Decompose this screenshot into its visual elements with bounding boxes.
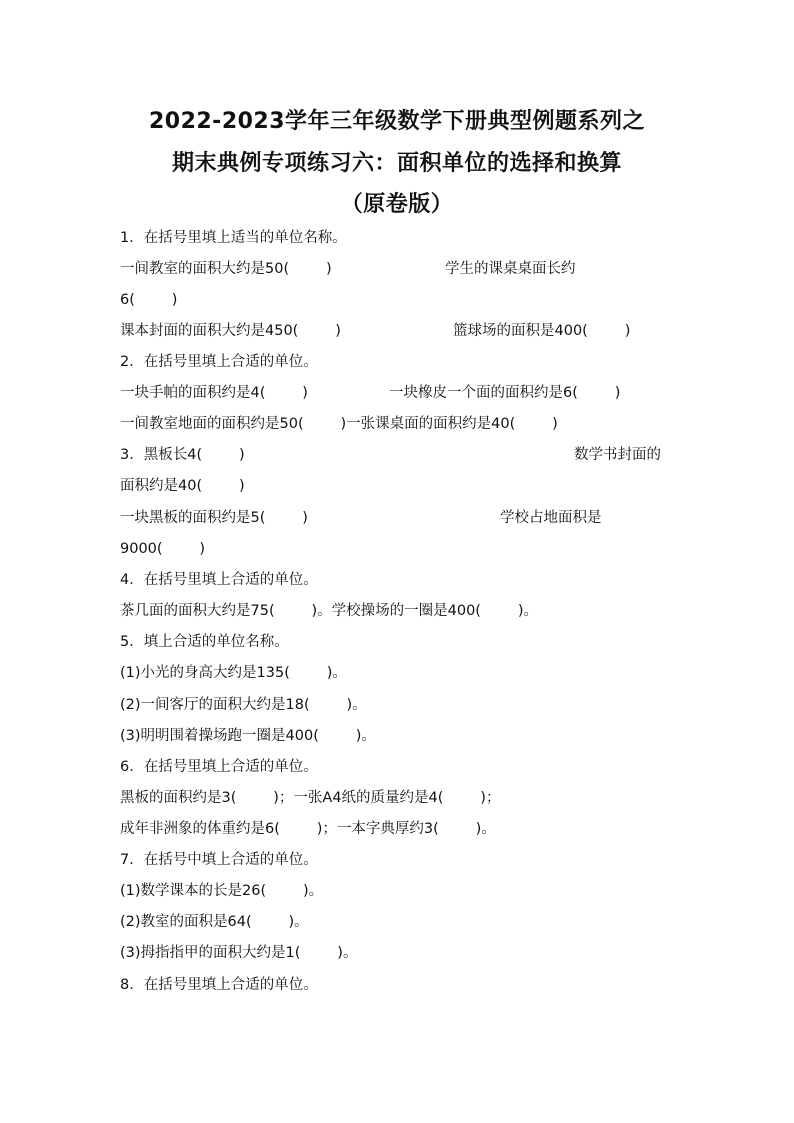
question-3-item-blackboard-length: 3．黑板长4( ): [120, 447, 245, 463]
question-3-item-book-cover: 数学书封面的: [574, 447, 661, 463]
question-2-item-classroom-desk: 一间教室地面的面积约是50( )一张课桌面的面积约是40( ): [120, 416, 558, 432]
question-1-item-desk-length: 学生的课桌桌面长约: [445, 261, 576, 277]
question-1-item-basketball-court: 篮球场的面积是400( ): [453, 323, 631, 339]
question-1-item-book-cover: 课本封面的面积大约是450( ): [120, 323, 341, 339]
question-2-item-eraser: 一块橡皮一个面的面积约是6( ): [389, 385, 621, 401]
question-3-item-book-cover-cont: 面积约是40( ): [120, 478, 245, 494]
question-3-item-school-area-cont: 9000( ): [120, 541, 206, 557]
worksheet-title-line-3: （原卷版）: [340, 192, 454, 217]
question-5-heading: 5．填上合适的单位名称。: [120, 634, 289, 650]
question-6-items-row-1: 黑板的面积约是3( )；一张A4纸的质量约是4( )；: [120, 790, 501, 806]
question-3-item-blackboard-area: 一块黑板的面积约是5( ): [120, 510, 308, 526]
worksheet-title-line-2: 期末典例专项练习六：面积单位的选择和换算: [171, 151, 622, 176]
question-3-item-school-area: 学校占地面积是: [500, 510, 602, 526]
question-1-item-classroom: 一间教室的面积大约是50( ): [120, 261, 332, 277]
question-7-heading: 7．在括号中填上合适的单位。: [120, 852, 318, 868]
question-4-heading: 4．在括号里填上合适的单位。: [120, 572, 318, 588]
question-1-heading: 1．在括号里填上适当的单位名称。: [120, 230, 347, 246]
question-7-item-1: (1)数学课本的长是26( )。: [120, 883, 324, 899]
question-1-item-desk-length-cont: 6( ): [120, 292, 178, 308]
question-4-items: 茶几面的面积大约是75( )。学校操场的一圈是400( )。: [120, 603, 538, 619]
worksheet-title-line-1: 2022-2023学年三年级数学下册典型例题系列之: [148, 109, 646, 134]
question-5-item-2: (2)一间客厅的面积大约是18( )。: [120, 697, 367, 713]
question-6-heading: 6．在括号里填上合适的单位。: [120, 759, 318, 775]
question-5-item-3: (3)明明围着操场跑一圈是400( )。: [120, 728, 376, 744]
question-5-item-1: (1)小光的身高大约是135( )。: [120, 665, 347, 681]
question-6-items-row-2: 成年非洲象的体重约是6( )；一本字典厚约3( )。: [120, 821, 496, 837]
question-8-heading: 8．在括号里填上合适的单位。: [120, 977, 318, 993]
question-2-item-handkerchief: 一块手帕的面积约是4( ): [120, 385, 308, 401]
question-2-heading: 2．在括号里填上合适的单位。: [120, 354, 318, 370]
question-7-item-3: (3)拇指指甲的面积大约是1( )。: [120, 945, 358, 961]
question-7-item-2: (2)教室的面积是64( )。: [120, 914, 309, 930]
